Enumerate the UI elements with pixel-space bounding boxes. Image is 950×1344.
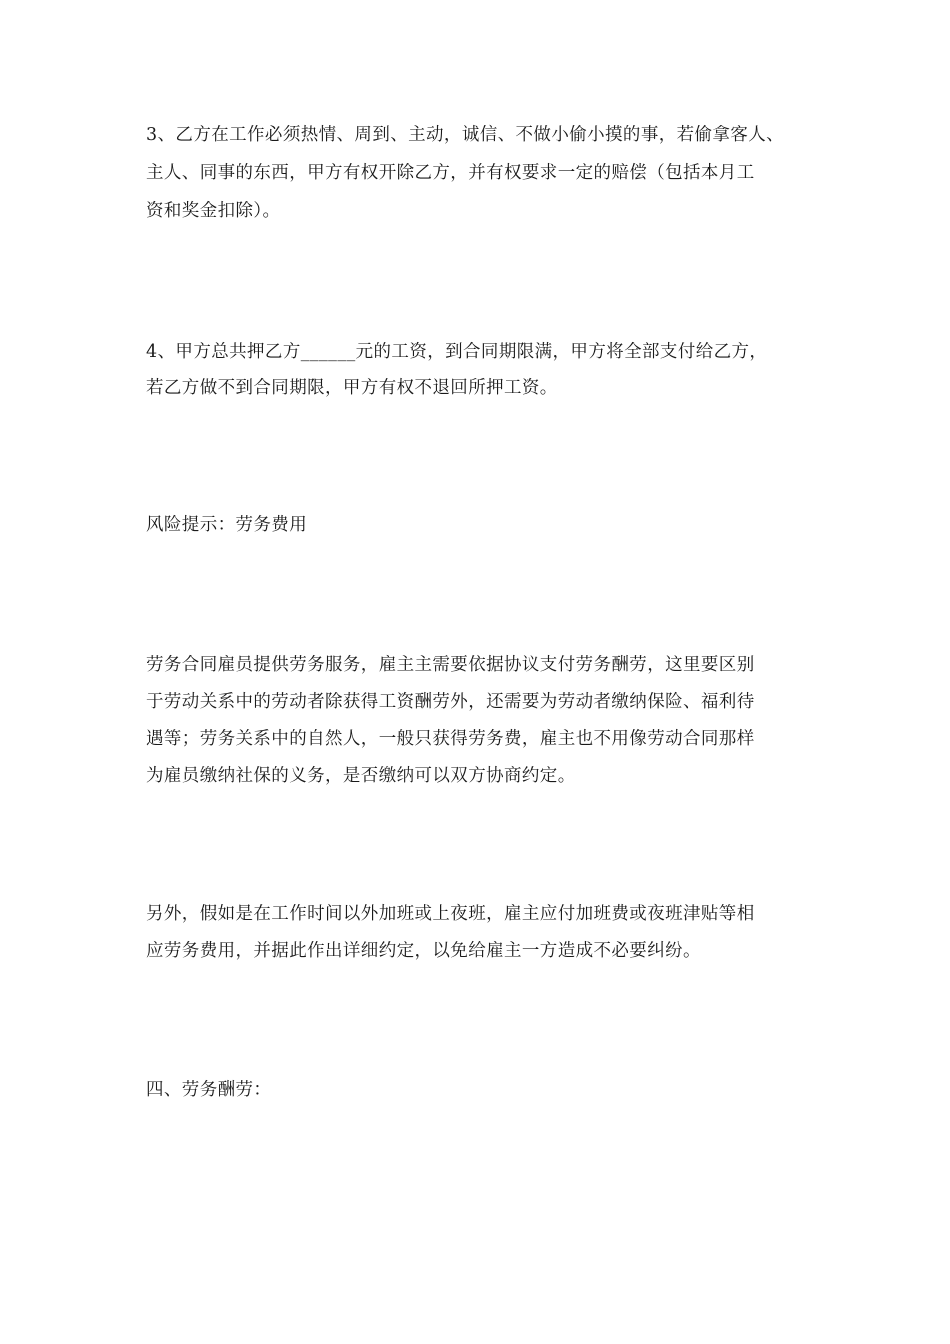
clause-3-line-2: 主人、同事的东西，甲方有权开除乙方，并有权要求一定的赔偿（包括本月工 [146, 163, 755, 183]
risk-body-2-line-2: 应劳务费用，并据此作出详细约定，以免给雇主一方造成不必要纠纷。 [146, 941, 701, 961]
clause-4-line-2: 若乙方做不到合同期限，甲方有权不退回所押工资。 [146, 378, 558, 398]
risk-body-1-line-3: 遇等；劳务关系中的自然人，一般只获得劳务费，雇主也不用像劳动合同那样 [146, 729, 755, 749]
clause-3-line-3: 资和奖金扣除）。 [146, 201, 281, 221]
clause-3-line-1: 3、乙方在工作必须热情、周到、主动，诚信、不做小偷小摸的事，若偷拿客人、 [146, 125, 785, 145]
risk-body-1-line-2: 于劳动关系中的劳动者除获得工资酬劳外，还需要为劳动者缴纳保险、福利待 [146, 692, 755, 712]
risk-body-1-line-1: 劳务合同雇员提供劳务服务，雇主主需要依据协议支付劳务酬劳，这里要区别 [146, 655, 755, 675]
risk-body-2-line-1: 另外，假如是在工作时间以外加班或上夜班，雇主应付加班费或夜班津贴等相 [146, 904, 755, 924]
clause-4-line-1: 4、甲方总共押乙方______元的工资，到合同期限满，甲方将全部支付给乙方， [146, 342, 768, 362]
risk-body-1-line-4: 为雇员缴纳社保的义务，是否缴纳可以双方协商约定。 [146, 766, 576, 786]
section-4-heading: 四、劳务酬劳： [146, 1080, 272, 1100]
risk-heading: 风险提示：劳务费用 [146, 515, 308, 535]
